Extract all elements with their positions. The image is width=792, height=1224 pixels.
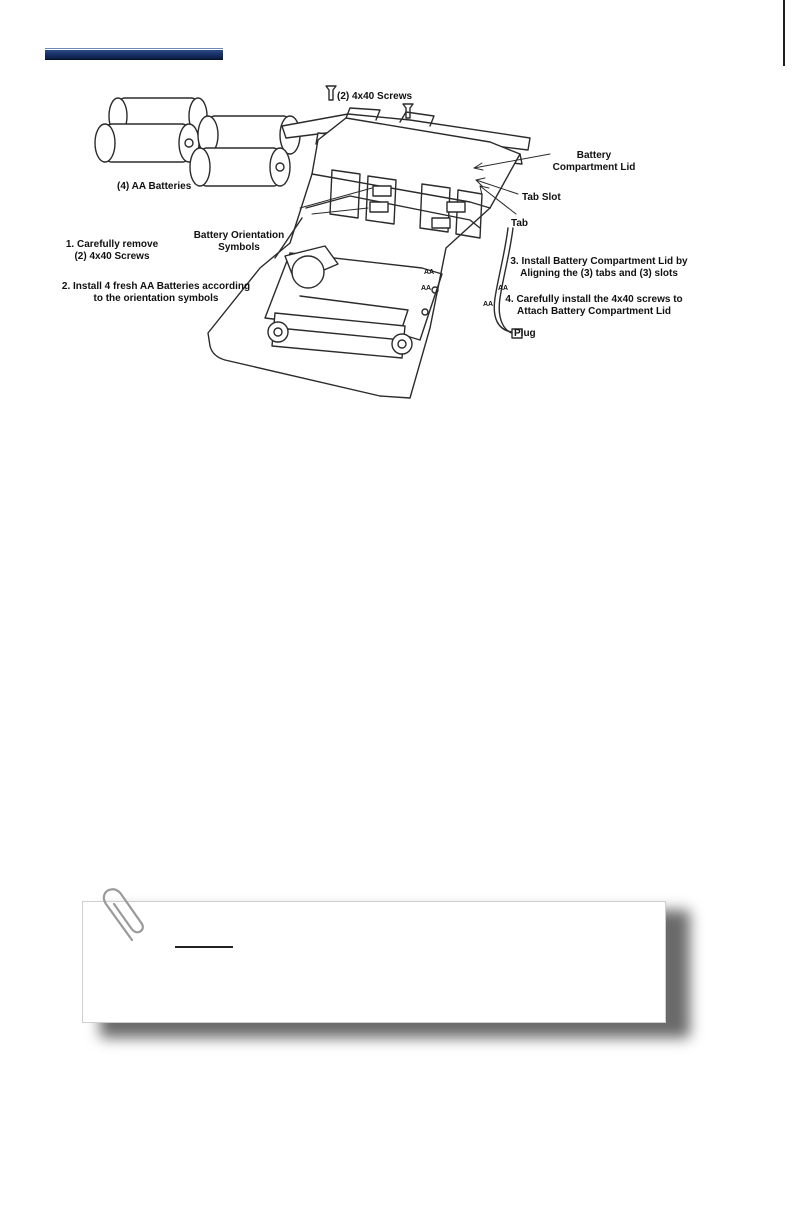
- tab-label: Tab: [511, 218, 529, 229]
- tab-slot-label: Tab Slot: [522, 192, 561, 203]
- step-3: [508, 256, 690, 280]
- section-header-bar: [45, 50, 223, 60]
- step-4-line1: 4. Carefully install the 4x40 screws to: [505, 294, 683, 305]
- plug-label: Plug: [514, 328, 536, 339]
- note-heading-underline: [175, 946, 233, 948]
- step-1-line2: (2) 4x40 Screws: [74, 251, 150, 262]
- orientation-symbols-label: [186, 230, 292, 254]
- aa-mark: AA: [483, 301, 494, 308]
- aa-mark: AA: [421, 285, 432, 292]
- compartment-lid-label-line2: Compartment Lid: [552, 162, 636, 173]
- orientation-symbols-label-line2: Symbols: [218, 242, 260, 253]
- step-4: [504, 294, 684, 318]
- compartment-lid-label-line1: Battery: [576, 150, 612, 161]
- step-2-line1: 2. Install 4 fresh AA Batteries according: [61, 281, 251, 292]
- step-2-line2: to the orientation symbols: [93, 293, 219, 304]
- aa-battery-icon: [95, 98, 300, 186]
- page-edge-rule: [783, 0, 785, 66]
- step-4-line2: Attach Battery Compartment Lid: [517, 306, 671, 317]
- screws-label: (2) 4x40 Screws: [337, 91, 413, 102]
- step-1-line1: 1. Carefully remove: [65, 239, 159, 250]
- batteries-label: (4) AA Batteries: [117, 181, 192, 192]
- step-2: [60, 281, 252, 305]
- paperclip-icon: [92, 884, 152, 944]
- orientation-symbols-label-line1: Battery Orientation: [193, 230, 285, 241]
- aa-mark: AA: [498, 285, 509, 292]
- aa-mark: AA: [424, 269, 435, 276]
- step-3-line1: 3. Install Battery Compartment Lid by: [510, 256, 688, 267]
- compartment-lid-label: [552, 150, 636, 174]
- step-3-line2: Aligning the (3) tabs and (3) slots: [520, 268, 678, 279]
- note-box: [82, 901, 666, 1023]
- step-1: [60, 239, 164, 263]
